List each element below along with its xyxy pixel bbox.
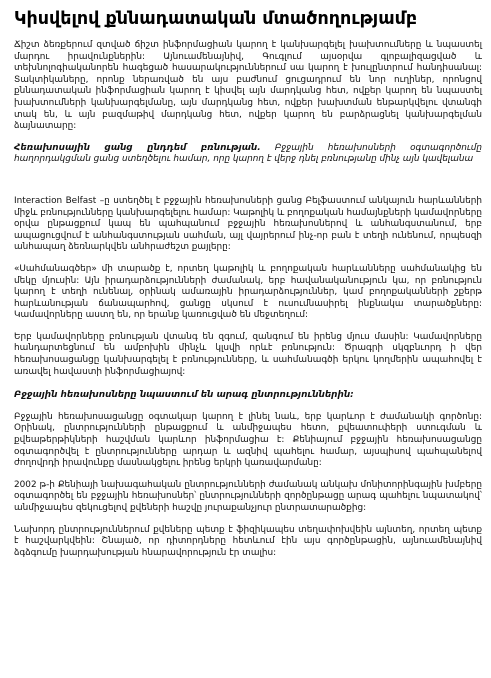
tactic-heading: Հեռախոսային ցանց ընդդեմ բռնության. — [14, 142, 261, 153]
tactic-summary — [14, 143, 482, 166]
intro-paragraph: Ճիշտ ձեռքերում զտված ճիշտ ինֆորմացիան կարող է կանխարգելել խախտումները և նպաստել մարդու իրավունքներին: Այնուամենայնիվ, Գուգլում այսօրվա գլոբալիզացված և տեխնոլոգիականորեն հագեցած հասարակություններում սա կարող է խուլընտրում հանդիսանալ: Տակտիկաները, որոնք ներառված են այս բաժնում ցուցադրում են նոր ուղիներ, որոնցով քննադատական ինֆորմացիան կարող է կիսվել այն մարդկանց հետ, ովքեր կարող են նպաստել խախտումների կանխարգելմանը, այն մարդկանց հետ, ովքեր խախտման ենթարկվելու վտանգի տակ են, և այն բազմաթիվ մարդկանց հետ, ովքեր կարող են բարձրացնել կանխարգելման ձայնատարը: — [14, 40, 482, 132]
body-paragraph-2: «Սահմանագծեր» մի տարածք է, որտեղ կաթոլիկ և բողոքական հարևանները սահմանակից են մեկը մյուսին: Այն իրադարձությունների ժամանակ, երբ հավանականություն կա, որ բռնություն կարող է տեղի ունենալ, օրինակ ամառային իրադարձություններ, կամ բողոքականների շքերթ հարևանության ճանապարհով, ցանցը սկսում է ուսումնասիրել ինքնակա տարածքները: Կամավորները աստղ են, որ երանք կառուցված են մեջտեղում: — [14, 263, 482, 321]
body-paragraph-4: Բջջային հեռախոսացանցը օգտակար կարող է լինել նաև, երբ կարևոր է ժամանակի գործոնը: Օրինակ, ընտրությունների ընթացքում և անմիջապես հետո, քվեատուփերի ստուգման և քվեաթերթիկների հաշվման կարևոր ինֆորմացիա է: Քենիայում բջջային հեռախոսացանցը օգտագործվել է ընտրությունները արդար և ազնիվ պահելու համար, այսպիսով պահպանելով ժողովրդի իրավունքը մասնակցելու իրենց երկրի կառավարմանը: — [14, 411, 482, 469]
tactic-summary-text: Բջջային հեռախոսների օգտագործումը հաղորդակցման ցանց ստեղծելու համար, որը կարող է վերջ դնել բռնությանը մինչ այն կավելանա — [14, 142, 482, 165]
page-title: Կիսվելով քննադատական մտածողությամբ — [14, 9, 418, 29]
body-paragraph-6: Նախորդ ընտրություններում քվեները պետք է ֆիզիկապես տեղափոխվեին այնտեղ, որտեղ պետք է հաշվարկվեին: Շնայած, որ դիտորդները հետևում էին այս գործընթացին, այնուամենայնիվ ձգձգումը խարդախության հնարավորություն էր տալիս: — [14, 524, 482, 558]
body-paragraph-5: 2002 թ-ի Քենիայի նախագահական ընտրությունների ժամանակ անկախ մոնիտորինգային խմբերը օգտագործել են բջջային հեռախոսներ՝ ընտրությունների զործընթացը արագ պահելու նպատակով՝ անմիջապես զեկուցելով քվեների հաշվը յուրաքանչյուր ընտրատարածքից: — [14, 479, 482, 513]
section-subheading: Բջջային հեռախոսները նպաստում են արագ ընտրություններին: — [14, 390, 354, 401]
body-paragraph-3: Երբ կամավորները բռնության վտանգ են զգում, զանգում են իրենց մյուս մասին: Կամավորները հանդարտեցնում են ամբոխին մինչև կլսվի որևէ բռնություն: Ծրագրի սկզբնւորդ ի վեր հեռախոսացանցը կանխարգելել է բռնությունները, և սահմանագծի երկու կողմերին ապահովել է առավել հավաստի ինֆորմացիայով: — [14, 331, 482, 377]
body-paragraph-1: Interaction Belfast –ը ստեղծել է բջջային հեռախոսների ցանց Բելֆաստում անկայուն հարևանների միջև բռնությունները կանխարգելելու համար: Կաթոլիկ և բողոքական համայնքների կամավորները օրվա ընթացքում կապ են պահպանում բջջային հեռախոսներով և անհանգստանում, երբ ապացուցվում է անհանգստության սահման, այլ վայրերում ինչ-որ բան է տեղի ունենում, որպեսզի անհապաղ ձեռնարկվեն անհրաժեշտ քայլերը: — [14, 195, 482, 253]
